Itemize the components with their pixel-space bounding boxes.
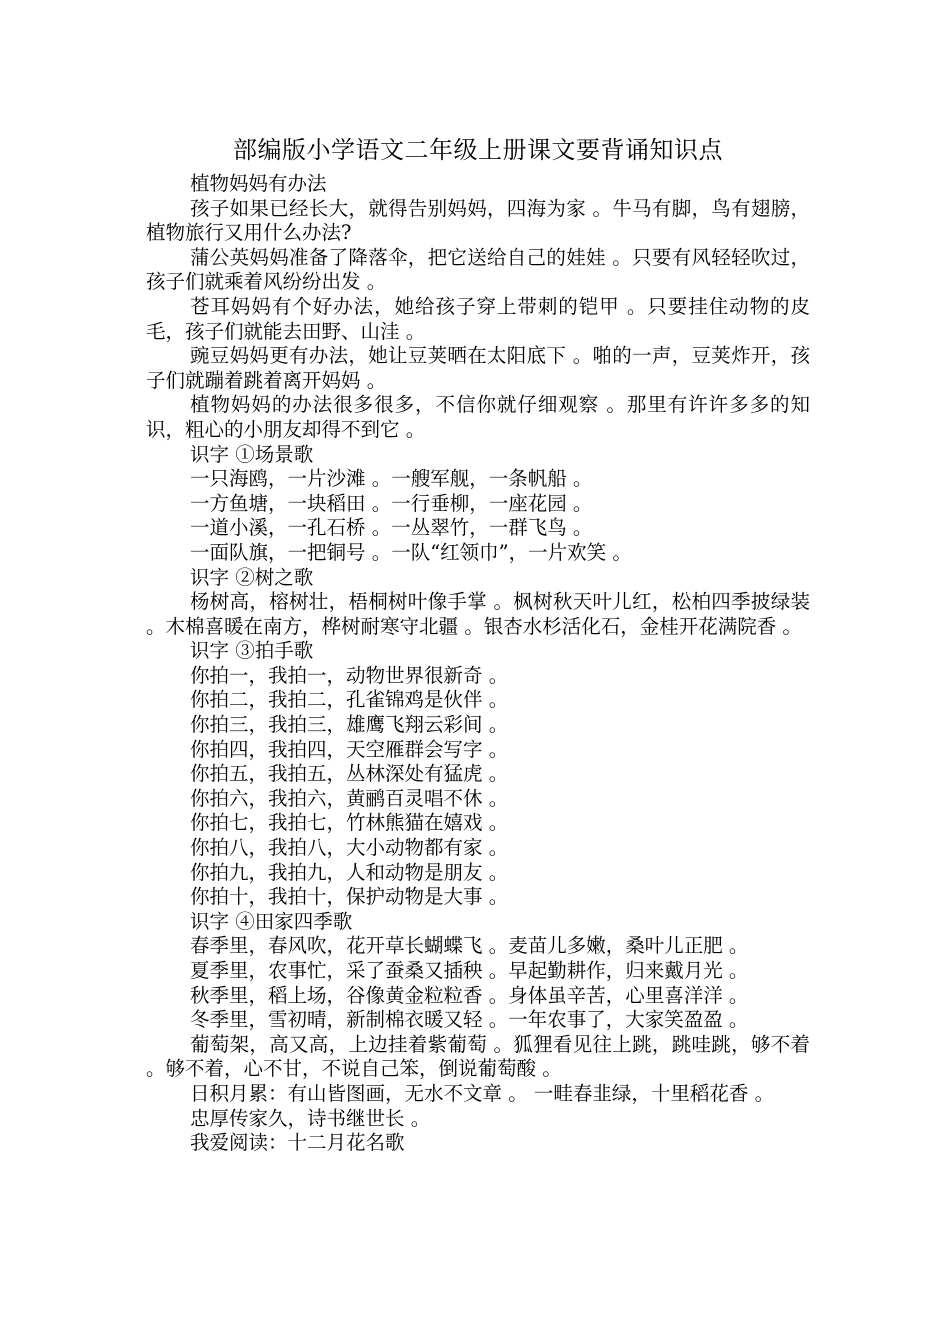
paragraph: 一面队旗，一把铜号 。一队“红领巾”，一片欢笑 。 bbox=[190, 540, 632, 564]
paragraph: 你拍一，我拍一，动物世界很新奇 。 bbox=[190, 663, 509, 687]
paragraph: 忠厚传家久，诗书继世长 。 bbox=[190, 1106, 431, 1130]
paragraph: 植物妈妈的办法很多很多，不信你就仔细观察 。那里有许许多多的知识，粗心的小朋友却得不到它 。 bbox=[146, 393, 810, 441]
paragraph: 杨树高，榕树壮，梧桐树叶像手掌 。枫树秋天叶儿红，松柏四季披绿装 。木棉喜暖在南方，桦树耐寒守北疆 。银杏水杉活化石，金桂开花满院香 。 bbox=[146, 590, 810, 638]
paragraph: 葡萄架，高又高，上边挂着紫葡萄 。狐狸看见往上跳，跳哇跳，够不着 。够不着，心不甘，不说自己笨，倒说葡萄酸 。 bbox=[146, 1032, 810, 1081]
paragraph: 你拍八，我拍八，大小动物都有家 。 bbox=[190, 836, 509, 860]
paragraph: 冬季里，雪初晴，新制棉衣暖又轻 。一年农事了，大家笑盈盈 。 bbox=[190, 1008, 749, 1032]
document-page bbox=[146, 128, 810, 1156]
paragraph: 日积月累：有山皆图画，无水不文章 。 一畦春韭绿，十里稻花香 。 bbox=[190, 1081, 775, 1105]
paragraph-heading-2: 识字 ①场景歌 bbox=[190, 442, 314, 466]
paragraph: 夏季里，农事忙，采了蚕桑又插秧 。早起勤耕作，归来戴月光 。 bbox=[190, 959, 749, 982]
paragraph: 你拍四，我拍四，天空雁群会写字 。 bbox=[190, 737, 509, 761]
paragraph: 你拍六，我拍六，黄鹂百灵唱不休 。 bbox=[190, 786, 509, 810]
paragraph: 一道小溪，一孔石桥 。一丛翠竹，一群飞鸟 。 bbox=[190, 516, 593, 540]
paragraph: 你拍三，我拍三，雄鹰飞翔云彩间 。 bbox=[190, 713, 509, 737]
paragraph: 苍耳妈妈有个好办法，她给孩子穿上带刺的铠甲 。只要挂住动物的皮毛，孩子们就能去田野、山洼 。 bbox=[146, 294, 810, 343]
paragraph: 你拍九，我拍九，人和动物是朋友 。 bbox=[190, 860, 509, 884]
paragraph-heading-6: 我爱阅读：十二月花名歌 bbox=[190, 1131, 405, 1155]
paragraph-heading-4: 识字 ③拍手歌 bbox=[190, 639, 314, 663]
paragraph: 蒲公英妈妈准备了降落伞，把它送给自己的娃娃 。只要有风轻轻吹过，孩子们就乘着风纷纷出发 。 bbox=[146, 245, 810, 294]
paragraph-heading-3: 识字 ②树之歌 bbox=[190, 565, 314, 589]
paragraph-heading-5: 识字 ④田家四季歌 bbox=[190, 909, 353, 933]
paragraph: 你拍五，我拍五，丛林深处有猛虎 。 bbox=[190, 762, 509, 786]
paragraph: 秋季里，稻上场，谷像黄金粒粒香 。身体虽辛苦，心里喜洋洋 。 bbox=[190, 983, 749, 1007]
paragraph: 你拍十，我拍十，保护动物是大事 。 bbox=[190, 885, 509, 909]
paragraph: 一方鱼塘，一块稻田 。一行垂柳，一座花园 。 bbox=[190, 491, 593, 515]
paragraph: 豌豆妈妈更有办法，她让豆荚晒在太阳底下 。啪的一声，豆荚炸开，孩子们就蹦着跳着离开妈妈 。 bbox=[146, 344, 810, 392]
paragraph-heading-1: 植物妈妈有办法 bbox=[190, 172, 327, 195]
document-title: 部编版小学语文二年级上册课文要背诵知识点 bbox=[233, 136, 723, 164]
paragraph: 一只海鸥，一片沙滩 。一艘军舰，一条帆船 。 bbox=[190, 467, 593, 491]
paragraph: 孩子如果已经长大，就得告别妈妈，四海为家 。牛马有脚，鸟有翅膀，植物旅行又用什么办法? bbox=[146, 196, 810, 245]
document-body bbox=[146, 172, 810, 1156]
paragraph: 春季里，春风吹，花开草长蝴蝶飞 。麦苗儿多嫩，桑叶儿正肥 。 bbox=[190, 934, 749, 958]
paragraph: 你拍七，我拍七，竹林熊猫在嬉戏 。 bbox=[190, 811, 509, 835]
paragraph: 你拍二，我拍二，孔雀锦鸡是伙伴 。 bbox=[190, 688, 509, 712]
